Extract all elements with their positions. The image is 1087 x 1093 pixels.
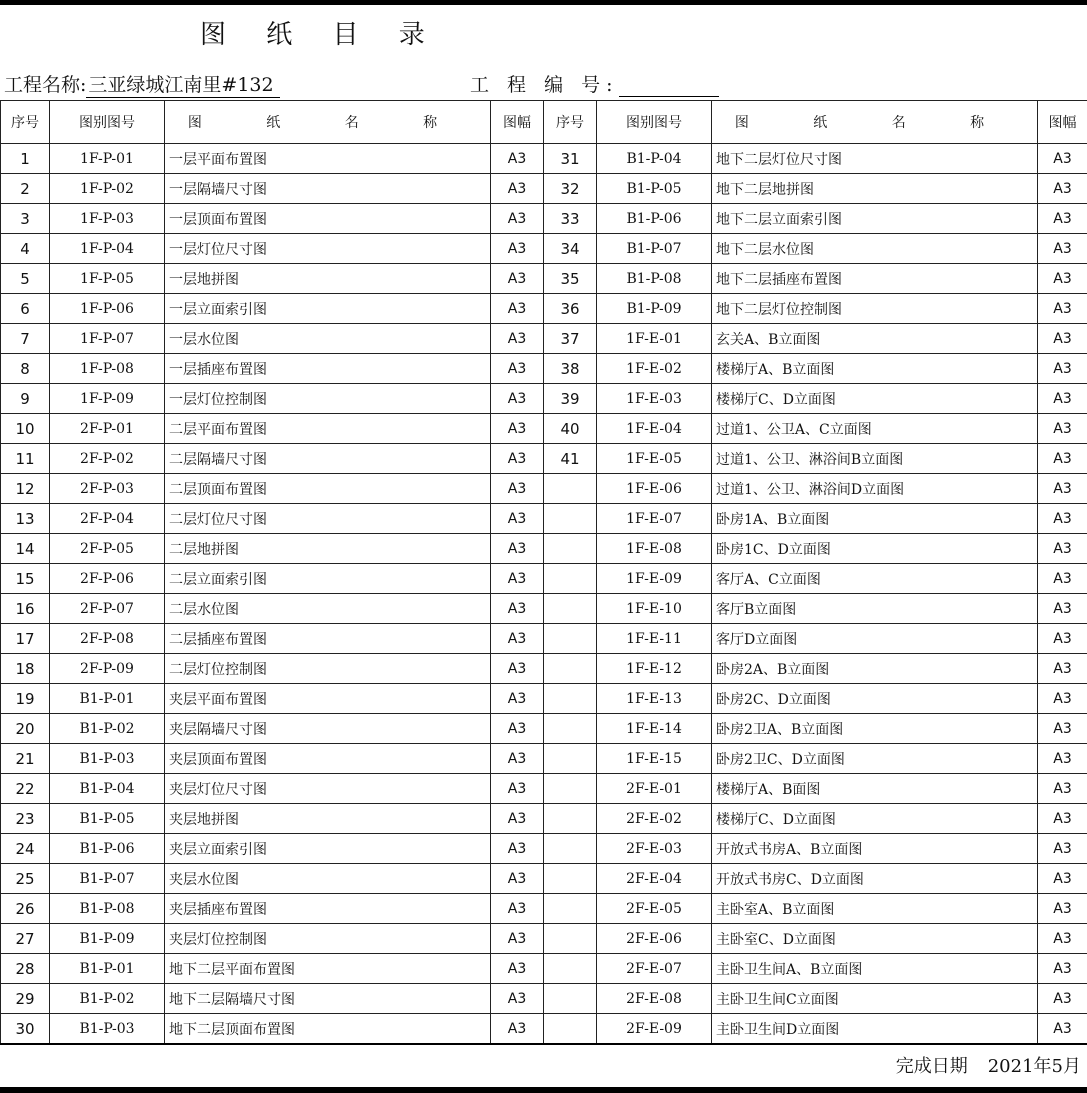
table-row xyxy=(1,654,1087,684)
cell-size: A3 xyxy=(491,384,544,414)
table-row xyxy=(1,924,1087,954)
cell-code: B1-P-04 xyxy=(50,774,165,804)
cell-code: 1F-P-06 xyxy=(50,294,165,324)
cell-name: 主卧卫生间A、B立面图 xyxy=(712,954,1038,984)
cell-seq xyxy=(544,894,597,924)
cell-name: 夹层水位图 xyxy=(165,864,491,894)
cell-name: 开放式书房C、D立面图 xyxy=(712,864,1038,894)
cell-code: 2F-E-08 xyxy=(597,984,712,1014)
cell-code: 1F-P-01 xyxy=(50,144,165,174)
cell-seq xyxy=(544,774,597,804)
cell-name: 夹层立面索引图 xyxy=(165,834,491,864)
cell-code: 2F-P-09 xyxy=(50,654,165,684)
cell-code: 1F-E-13 xyxy=(597,684,712,714)
cell-code: 1F-P-08 xyxy=(50,354,165,384)
cell-seq: 38 xyxy=(544,354,597,384)
cell-seq: 24 xyxy=(1,834,50,864)
cell-code: 1F-E-14 xyxy=(597,714,712,744)
cell-code: 1F-P-02 xyxy=(50,174,165,204)
cell-code: B1-P-03 xyxy=(50,1014,165,1045)
cell-name: 过道1、公卫、淋浴间D立面图 xyxy=(712,474,1038,504)
cell-code: 2F-P-05 xyxy=(50,534,165,564)
cell-code: 1F-E-04 xyxy=(597,414,712,444)
cell-code: 2F-P-04 xyxy=(50,504,165,534)
cell-size: A3 xyxy=(1038,594,1087,624)
cell-name: 玄关A、B立面图 xyxy=(712,324,1038,354)
cell-code: 1F-P-07 xyxy=(50,324,165,354)
cell-seq xyxy=(544,804,597,834)
cell-name: 一层隔墙尺寸图 xyxy=(165,174,491,204)
cell-code: 1F-E-03 xyxy=(597,384,712,414)
cell-name: 卧房2C、D立面图 xyxy=(712,684,1038,714)
cell-name: 二层灯位控制图 xyxy=(165,654,491,684)
cell-code: B1-P-03 xyxy=(50,744,165,774)
cell-seq: 20 xyxy=(1,714,50,744)
cell-code: B1-P-07 xyxy=(597,234,712,264)
cell-size: A3 xyxy=(1038,894,1087,924)
cell-size: A3 xyxy=(1038,264,1087,294)
cell-code: 1F-E-09 xyxy=(597,564,712,594)
cell-name: 卧房1C、D立面图 xyxy=(712,534,1038,564)
cell-name: 客厅A、C立面图 xyxy=(712,564,1038,594)
cell-code: B1-P-07 xyxy=(50,864,165,894)
cell-name: 夹层平面布置图 xyxy=(165,684,491,714)
table-row xyxy=(1,294,1087,324)
cell-code: B1-P-08 xyxy=(597,264,712,294)
table-row xyxy=(1,264,1087,294)
cell-code: B1-P-09 xyxy=(597,294,712,324)
table-row xyxy=(1,174,1087,204)
cell-size: A3 xyxy=(1038,564,1087,594)
cell-name: 开放式书房A、B立面图 xyxy=(712,834,1038,864)
header-row xyxy=(1,101,1087,144)
table-row xyxy=(1,324,1087,354)
cell-seq: 7 xyxy=(1,324,50,354)
table-row xyxy=(1,804,1087,834)
header-seq: 序号 xyxy=(544,101,597,144)
cell-name: 夹层灯位尺寸图 xyxy=(165,774,491,804)
table-row xyxy=(1,144,1087,174)
cell-name: 楼梯厅C、D立面图 xyxy=(712,384,1038,414)
cell-code: 2F-E-06 xyxy=(597,924,712,954)
cell-size: A3 xyxy=(1038,324,1087,354)
cell-seq xyxy=(544,924,597,954)
cell-seq xyxy=(544,744,597,774)
cell-seq: 4 xyxy=(1,234,50,264)
cell-name: 楼梯厅A、B面图 xyxy=(712,774,1038,804)
cell-size: A3 xyxy=(491,504,544,534)
project-name-label: 工程名称: xyxy=(4,74,87,96)
cell-seq xyxy=(544,714,597,744)
cell-seq: 36 xyxy=(544,294,597,324)
cell-size: A3 xyxy=(1038,804,1087,834)
cell-seq: 9 xyxy=(1,384,50,414)
cell-name: 夹层插座布置图 xyxy=(165,894,491,924)
cell-code: 1F-E-02 xyxy=(597,354,712,384)
bottom-border xyxy=(0,1087,1087,1093)
cell-size: A3 xyxy=(491,804,544,834)
cell-code: 1F-E-08 xyxy=(597,534,712,564)
cell-seq: 34 xyxy=(544,234,597,264)
cell-code: B1-P-06 xyxy=(50,834,165,864)
cell-code: 2F-P-01 xyxy=(50,414,165,444)
cell-name: 一层平面布置图 xyxy=(165,144,491,174)
table-row xyxy=(1,984,1087,1014)
cell-code: 1F-E-06 xyxy=(597,474,712,504)
cell-name: 主卧卫生间D立面图 xyxy=(712,1014,1038,1045)
cell-size: A3 xyxy=(1038,924,1087,954)
cell-code: 1F-P-04 xyxy=(50,234,165,264)
cell-name: 二层水位图 xyxy=(165,594,491,624)
header-code: 图别图号 xyxy=(597,101,712,144)
cell-seq: 35 xyxy=(544,264,597,294)
cell-size: A3 xyxy=(491,294,544,324)
table-row xyxy=(1,894,1087,924)
cell-size: A3 xyxy=(1038,384,1087,414)
cell-size: A3 xyxy=(491,204,544,234)
cell-seq: 27 xyxy=(1,924,50,954)
cell-name: 二层插座布置图 xyxy=(165,624,491,654)
cell-seq: 40 xyxy=(544,414,597,444)
cell-seq: 19 xyxy=(1,684,50,714)
cell-size: A3 xyxy=(491,624,544,654)
cell-name: 地下二层水位图 xyxy=(712,234,1038,264)
cell-seq: 12 xyxy=(1,474,50,504)
cell-name: 一层水位图 xyxy=(165,324,491,354)
cell-seq xyxy=(544,654,597,684)
cell-size: A3 xyxy=(491,414,544,444)
cell-code: 1F-P-09 xyxy=(50,384,165,414)
cell-seq: 11 xyxy=(1,444,50,474)
cell-size: A3 xyxy=(1038,534,1087,564)
cell-name: 二层隔墙尺寸图 xyxy=(165,444,491,474)
cell-name: 卧房2卫C、D立面图 xyxy=(712,744,1038,774)
table-row xyxy=(1,744,1087,774)
cell-code: 2F-P-07 xyxy=(50,594,165,624)
cell-seq xyxy=(544,834,597,864)
cell-size: A3 xyxy=(491,864,544,894)
cell-seq: 8 xyxy=(1,354,50,384)
cell-name: 主卧室C、D立面图 xyxy=(712,924,1038,954)
cell-code: 2F-E-07 xyxy=(597,954,712,984)
header-name: 图 纸 名 称 xyxy=(165,101,491,144)
cell-name: 二层灯位尺寸图 xyxy=(165,504,491,534)
cell-seq: 30 xyxy=(1,1014,50,1045)
cell-size: A3 xyxy=(1038,954,1087,984)
cell-name: 地下二层地拼图 xyxy=(712,174,1038,204)
cell-code: B1-P-05 xyxy=(597,174,712,204)
cell-code: B1-P-02 xyxy=(50,714,165,744)
cell-name: 地下二层立面索引图 xyxy=(712,204,1038,234)
table-row xyxy=(1,864,1087,894)
cell-name: 地下二层平面布置图 xyxy=(165,954,491,984)
cell-name: 一层插座布置图 xyxy=(165,354,491,384)
cell-size: A3 xyxy=(491,324,544,354)
cell-code: 1F-P-05 xyxy=(50,264,165,294)
project-number-label: 工 程 编 号: xyxy=(470,74,619,96)
cell-seq xyxy=(544,864,597,894)
cell-size: A3 xyxy=(1038,174,1087,204)
cell-seq: 14 xyxy=(1,534,50,564)
cell-name: 地下二层顶面布置图 xyxy=(165,1014,491,1045)
cell-name: 地下二层灯位控制图 xyxy=(712,294,1038,324)
cell-size: A3 xyxy=(491,144,544,174)
header-size: 图幅 xyxy=(491,101,544,144)
cell-size: A3 xyxy=(1038,234,1087,264)
table-row xyxy=(1,384,1087,414)
page-title: 图 纸 目 录 xyxy=(200,20,441,50)
cell-size: A3 xyxy=(491,534,544,564)
cell-seq xyxy=(544,474,597,504)
completion-date xyxy=(896,1052,1081,1078)
cell-seq: 31 xyxy=(544,144,597,174)
cell-size: A3 xyxy=(491,894,544,924)
cell-seq xyxy=(544,504,597,534)
cell-name: 一层立面索引图 xyxy=(165,294,491,324)
cell-name: 卧房2A、B立面图 xyxy=(712,654,1038,684)
cell-size: A3 xyxy=(491,774,544,804)
cell-name: 二层顶面布置图 xyxy=(165,474,491,504)
drawing-index-table xyxy=(0,100,1087,1045)
cell-name: 夹层地拼图 xyxy=(165,804,491,834)
cell-code: B1-P-01 xyxy=(50,954,165,984)
cell-seq: 39 xyxy=(544,384,597,414)
table-row xyxy=(1,954,1087,984)
cell-seq xyxy=(544,684,597,714)
cell-seq: 37 xyxy=(544,324,597,354)
cell-size: A3 xyxy=(491,924,544,954)
header-size: 图幅 xyxy=(1038,101,1087,144)
cell-size: A3 xyxy=(1038,744,1087,774)
cell-code: B1-P-06 xyxy=(597,204,712,234)
cell-name: 卧房1A、B立面图 xyxy=(712,504,1038,534)
cell-size: A3 xyxy=(491,834,544,864)
cell-size: A3 xyxy=(491,714,544,744)
cell-seq: 21 xyxy=(1,744,50,774)
cell-code: B1-P-04 xyxy=(597,144,712,174)
cell-seq: 26 xyxy=(1,894,50,924)
cell-name: 地下二层灯位尺寸图 xyxy=(712,144,1038,174)
cell-name: 一层灯位尺寸图 xyxy=(165,234,491,264)
cell-size: A3 xyxy=(491,564,544,594)
cell-code: B1-P-02 xyxy=(50,984,165,1014)
cell-size: A3 xyxy=(491,234,544,264)
cell-seq: 6 xyxy=(1,294,50,324)
cell-seq: 29 xyxy=(1,984,50,1014)
cell-code: 1F-E-07 xyxy=(597,504,712,534)
cell-code: 1F-E-11 xyxy=(597,624,712,654)
cell-size: A3 xyxy=(491,174,544,204)
cell-size: A3 xyxy=(1038,414,1087,444)
cell-seq xyxy=(544,1014,597,1045)
cell-code: 2F-P-06 xyxy=(50,564,165,594)
date-value: 2021年5月 xyxy=(987,1056,1081,1077)
cell-code: 2F-P-02 xyxy=(50,444,165,474)
cell-code: 2F-P-03 xyxy=(50,474,165,504)
cell-code: 1F-E-10 xyxy=(597,594,712,624)
table-row xyxy=(1,834,1087,864)
cell-code: B1-P-01 xyxy=(50,684,165,714)
cell-code: 2F-E-01 xyxy=(597,774,712,804)
cell-size: A3 xyxy=(1038,474,1087,504)
cell-seq xyxy=(544,594,597,624)
table-row xyxy=(1,414,1087,444)
cell-size: A3 xyxy=(491,654,544,684)
cell-size: A3 xyxy=(1038,864,1087,894)
cell-name: 二层平面布置图 xyxy=(165,414,491,444)
cell-seq: 1 xyxy=(1,144,50,174)
cell-code: B1-P-09 xyxy=(50,924,165,954)
cell-size: A3 xyxy=(1038,834,1087,864)
cell-seq xyxy=(544,534,597,564)
cell-size: A3 xyxy=(491,264,544,294)
table-row xyxy=(1,444,1087,474)
cell-size: A3 xyxy=(1038,624,1087,654)
cell-code: B1-P-05 xyxy=(50,804,165,834)
cell-seq: 18 xyxy=(1,654,50,684)
cell-name: 一层灯位控制图 xyxy=(165,384,491,414)
cell-name: 客厅B立面图 xyxy=(712,594,1038,624)
cell-size: A3 xyxy=(491,684,544,714)
cell-size: A3 xyxy=(1038,294,1087,324)
top-border xyxy=(0,0,1087,5)
project-number-blank xyxy=(619,76,719,97)
table-row xyxy=(1,534,1087,564)
table-row xyxy=(1,1014,1087,1045)
date-label: 完成日期 xyxy=(895,1056,968,1077)
table-row xyxy=(1,714,1087,744)
cell-name: 地下二层插座布置图 xyxy=(712,264,1038,294)
cell-name: 客厅D立面图 xyxy=(712,624,1038,654)
table-row xyxy=(1,354,1087,384)
cell-seq: 41 xyxy=(544,444,597,474)
table-row xyxy=(1,564,1087,594)
cell-name: 夹层隔墙尺寸图 xyxy=(165,714,491,744)
cell-name: 二层立面索引图 xyxy=(165,564,491,594)
cell-size: A3 xyxy=(1038,1014,1087,1045)
table-row xyxy=(1,624,1087,654)
cell-code: 2F-E-04 xyxy=(597,864,712,894)
cell-size: A3 xyxy=(491,594,544,624)
cell-size: A3 xyxy=(1038,654,1087,684)
table-row xyxy=(1,594,1087,624)
cell-seq xyxy=(544,954,597,984)
cell-name: 过道1、公卫、淋浴间B立面图 xyxy=(712,444,1038,474)
cell-seq xyxy=(544,624,597,654)
cell-code: 1F-E-05 xyxy=(597,444,712,474)
cell-name: 卧房2卫A、B立面图 xyxy=(712,714,1038,744)
cell-seq: 28 xyxy=(1,954,50,984)
cell-seq: 23 xyxy=(1,804,50,834)
cell-size: A3 xyxy=(1038,984,1087,1014)
cell-size: A3 xyxy=(1038,504,1087,534)
cell-size: A3 xyxy=(1038,144,1087,174)
cell-seq: 3 xyxy=(1,204,50,234)
cell-code: 1F-P-03 xyxy=(50,204,165,234)
cell-code: 1F-E-01 xyxy=(597,324,712,354)
cell-seq: 15 xyxy=(1,564,50,594)
cell-size: A3 xyxy=(1038,714,1087,744)
cell-seq: 22 xyxy=(1,774,50,804)
cell-seq xyxy=(544,564,597,594)
cell-code: 2F-E-09 xyxy=(597,1014,712,1045)
project-number-row xyxy=(470,70,719,97)
cell-seq: 13 xyxy=(1,504,50,534)
cell-seq: 32 xyxy=(544,174,597,204)
table-row xyxy=(1,234,1087,264)
cell-seq: 5 xyxy=(1,264,50,294)
cell-size: A3 xyxy=(491,1014,544,1045)
cell-code: 1F-E-15 xyxy=(597,744,712,774)
cell-name: 夹层灯位控制图 xyxy=(165,924,491,954)
cell-name: 一层顶面布置图 xyxy=(165,204,491,234)
cell-code: B1-P-08 xyxy=(50,894,165,924)
cell-size: A3 xyxy=(491,444,544,474)
table-row xyxy=(1,504,1087,534)
cell-seq: 2 xyxy=(1,174,50,204)
cell-size: A3 xyxy=(491,984,544,1014)
cell-name: 一层地拼图 xyxy=(165,264,491,294)
cell-size: A3 xyxy=(1038,444,1087,474)
cell-size: A3 xyxy=(491,744,544,774)
cell-size: A3 xyxy=(1038,204,1087,234)
cell-seq: 25 xyxy=(1,864,50,894)
project-name-row xyxy=(4,70,280,98)
cell-name: 楼梯厅A、B立面图 xyxy=(712,354,1038,384)
cell-code: 1F-E-12 xyxy=(597,654,712,684)
cell-seq: 16 xyxy=(1,594,50,624)
table-row xyxy=(1,474,1087,504)
table-row xyxy=(1,684,1087,714)
cell-code: 2F-E-03 xyxy=(597,834,712,864)
cell-seq: 33 xyxy=(544,204,597,234)
cell-seq: 17 xyxy=(1,624,50,654)
cell-name: 主卧卫生间C立面图 xyxy=(712,984,1038,1014)
cell-name: 主卧室A、B立面图 xyxy=(712,894,1038,924)
cell-name: 夹层顶面布置图 xyxy=(165,744,491,774)
cell-size: A3 xyxy=(491,474,544,504)
cell-name: 二层地拼图 xyxy=(165,534,491,564)
table-row xyxy=(1,204,1087,234)
header-seq: 序号 xyxy=(1,101,50,144)
cell-name: 地下二层隔墙尺寸图 xyxy=(165,984,491,1014)
cell-seq xyxy=(544,984,597,1014)
project-name-value: 三亚绿城江南里#132 xyxy=(86,70,280,98)
header-code: 图别图号 xyxy=(50,101,165,144)
cell-code: 2F-E-05 xyxy=(597,894,712,924)
cell-size: A3 xyxy=(1038,774,1087,804)
header-name: 图 纸 名 称 xyxy=(712,101,1038,144)
cell-size: A3 xyxy=(1038,354,1087,384)
cell-code: 2F-P-08 xyxy=(50,624,165,654)
cell-size: A3 xyxy=(491,354,544,384)
cell-size: A3 xyxy=(1038,684,1087,714)
cell-code: 2F-E-02 xyxy=(597,804,712,834)
cell-name: 楼梯厅C、D立面图 xyxy=(712,804,1038,834)
table-row xyxy=(1,774,1087,804)
cell-size: A3 xyxy=(491,954,544,984)
cell-seq: 10 xyxy=(1,414,50,444)
cell-name: 过道1、公卫A、C立面图 xyxy=(712,414,1038,444)
